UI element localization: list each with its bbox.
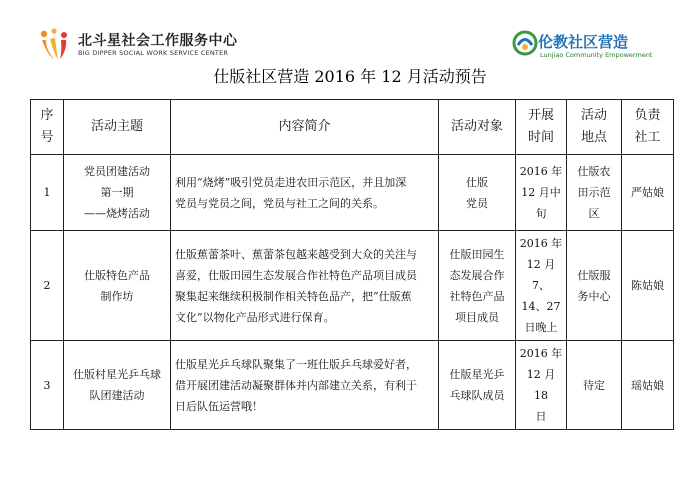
table-row bbox=[31, 341, 674, 430]
row-number: 1 bbox=[31, 155, 64, 231]
row-number: 2 bbox=[31, 231, 64, 341]
row-place: 仕版农 田示范 区 bbox=[567, 155, 622, 231]
left-logo-name-en: BIG DIPPER SOCIAL WORK SERVICE CENTER bbox=[78, 49, 229, 57]
document-title: 仕版社区营造 2016 年 12 月活动预告 bbox=[213, 67, 487, 86]
row-number: 3 bbox=[31, 341, 64, 430]
activity-schedule-table bbox=[30, 99, 674, 430]
header-target: 活动对象 bbox=[439, 100, 516, 155]
header-no: 序 号 bbox=[31, 100, 64, 155]
header-time: 开展 时间 bbox=[516, 100, 567, 155]
table-row bbox=[31, 231, 674, 341]
logo-big-dipper bbox=[34, 26, 244, 62]
right-logo-name-cn: 伦教社区营造 bbox=[538, 33, 629, 51]
table-header-row bbox=[31, 100, 674, 155]
right-logo-name-en: Lunjiao Community Empowerment bbox=[540, 51, 653, 59]
row-target: 仕版田园生 态发展合作 社特色产品 项目成员 bbox=[439, 231, 516, 341]
row-theme: 党员团建活动 第一期 ——烧烤活动 bbox=[64, 155, 171, 231]
row-content: 仕版星光乒乓球队聚集了一班仕版乒乓球爱好者， 借开展团建活动凝聚群体并内部建立关系，有利于 日后队伍运营哦！ bbox=[171, 341, 439, 430]
big-dipper-logo-icon bbox=[34, 26, 74, 62]
row-time: 2016 年 12 月 7、 14、27 日晚上 bbox=[516, 231, 567, 341]
row-time: 2016 年 12 月 18 日 bbox=[516, 341, 567, 430]
header-owner: 负责 社工 bbox=[622, 100, 674, 155]
row-content: 利用“烧烤”吸引党员走进农田示范区，并且加深 党员与党员之间，党员与社工之间的关系。 bbox=[171, 155, 439, 231]
row-theme: 仕版村星光乒乓球 队团建活动 bbox=[64, 341, 171, 430]
row-place: 待定 bbox=[567, 341, 622, 430]
row-time: 2016 年 12 月中 旬 bbox=[516, 155, 567, 231]
logo-lunjiao bbox=[512, 30, 672, 66]
table-row bbox=[31, 155, 674, 231]
row-target: 仕版星光乒 乓球队成员 bbox=[439, 341, 516, 430]
header-theme: 活动主题 bbox=[64, 100, 171, 155]
row-owner: 陈姑娘 bbox=[622, 231, 674, 341]
row-owner: 严姑娘 bbox=[622, 155, 674, 231]
left-logo-name-cn: 北斗星社会工作服务中心 bbox=[78, 33, 238, 49]
row-content: 仕版蕉蕾茶叶、蕉蕾茶包越来越受到大众的关注与 喜爱，仕版田园生态发展合作社特色产品项目成员 聚集起来继续积极制作相关特色品产，把“仕版蕉 文化”以物化产品形式进行保育。 bbox=[171, 231, 439, 341]
header-content: 内容简介 bbox=[171, 100, 439, 155]
row-theme: 仕版特色产品 制作坊 bbox=[64, 231, 171, 341]
lunjiao-logo-icon bbox=[512, 30, 538, 56]
row-target: 仕版 党员 bbox=[439, 155, 516, 231]
header-place: 活动 地点 bbox=[567, 100, 622, 155]
row-owner: 瑶姑娘 bbox=[622, 341, 674, 430]
row-place: 仕版服 务中心 bbox=[567, 231, 622, 341]
